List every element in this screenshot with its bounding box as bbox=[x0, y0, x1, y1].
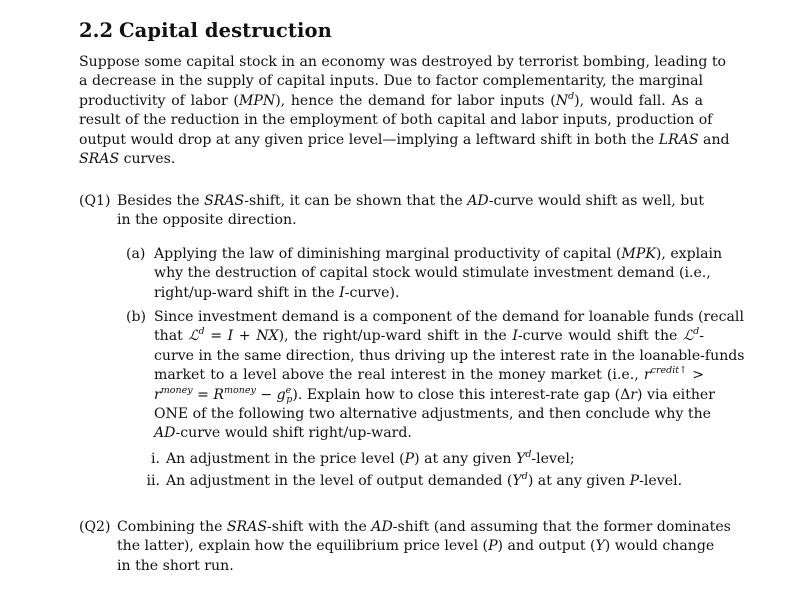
list-item-i-text: An adjustment in the price level (P) at any given $Y^d$-level; bbox=[166, 449, 575, 467]
part-a-text bbox=[154, 245, 723, 303]
question-2-line: the latter), explain how the equilibrium price level (P) and output (Y) would change bbox=[117, 538, 715, 555]
question-2-text bbox=[117, 518, 731, 576]
question-2-label: (Q2) bbox=[79, 519, 111, 535]
list-item-ii-label: ii. bbox=[146, 473, 160, 489]
list-item-ii bbox=[140, 472, 682, 491]
section-title: Capital destruction bbox=[119, 19, 332, 42]
list-item-i bbox=[140, 450, 575, 469]
part-a-line: Applying the law of diminishing marginal productivity of capital (MPK), explain bbox=[154, 246, 723, 262]
part-b-line: AD-curve would shift right/up-ward. bbox=[154, 425, 412, 442]
intro-line: SRAS curves. bbox=[79, 151, 176, 168]
section-number: 2.2 bbox=[79, 19, 114, 42]
part-b-line: curve in the same direction, thus driving up the interest rate in the loanable-funds bbox=[154, 347, 745, 364]
question-1-line: Besides the SRAS-shift, it can be shown that the AD-curve would shift as well, but bbox=[117, 193, 705, 209]
part-b-text bbox=[154, 308, 745, 444]
part-a-label: (a) bbox=[126, 246, 146, 262]
part-b-line: $r^{money} = R^{money} - g^e_p$). Explain how to close this interest-rate gap (Δr) via either bbox=[154, 384, 716, 405]
question-1-label: (Q1) bbox=[79, 193, 111, 209]
section-heading bbox=[79, 19, 332, 42]
part-b-line: market to a level above the real interest in the money market (i.e., $r^{credit↑}$ > bbox=[154, 365, 704, 384]
intro-line: a decrease in the supply of capital inputs. Due to factor complementarity, the marginal bbox=[79, 73, 703, 90]
part-b-label: (b) bbox=[126, 309, 147, 325]
intro-paragraph bbox=[79, 53, 730, 169]
intro-line: output would drop at any given price level—implying a leftward shift in both the LRAS and bbox=[79, 131, 730, 148]
part-a-line: why the destruction of capital stock would stimulate investment demand (i.e., bbox=[154, 265, 711, 282]
question-2-line: Combining the SRAS-shift with the AD-shift (and assuming that the former dominates bbox=[117, 519, 731, 535]
part-a-line: right/up-ward shift in the I-curve). bbox=[154, 284, 400, 301]
intro-line: result of the reduction in the employment of both capital and labor inputs, production of bbox=[79, 112, 713, 129]
question-1-text bbox=[117, 192, 703, 231]
part-b-line: ONE of the following two alternative adjustments, and then conclude why the bbox=[154, 406, 711, 423]
intro-line: Suppose some capital stock in an economy was destroyed by terrorist bombing, leading to bbox=[79, 54, 726, 70]
question-2-line: in the short run. bbox=[117, 557, 234, 574]
intro-line: productivity of labor (MPN), hence the demand for labor inputs $(N^d)$, would fall. As a bbox=[79, 90, 703, 109]
question-1-line: in the opposite direction. bbox=[117, 212, 297, 229]
part-b-line: Since investment demand is a component of the demand for loanable funds (recall bbox=[154, 309, 744, 325]
list-item-ii-text: An adjustment in the level of output demanded $(Y^d)$ at any given P-level. bbox=[166, 471, 683, 489]
part-b-line: that ℒ$^d$ = I + NX), the right/up-ward shift in the I-curve would shift the ℒ$^d$- bbox=[154, 326, 704, 345]
list-item-i-label: i. bbox=[151, 451, 160, 467]
